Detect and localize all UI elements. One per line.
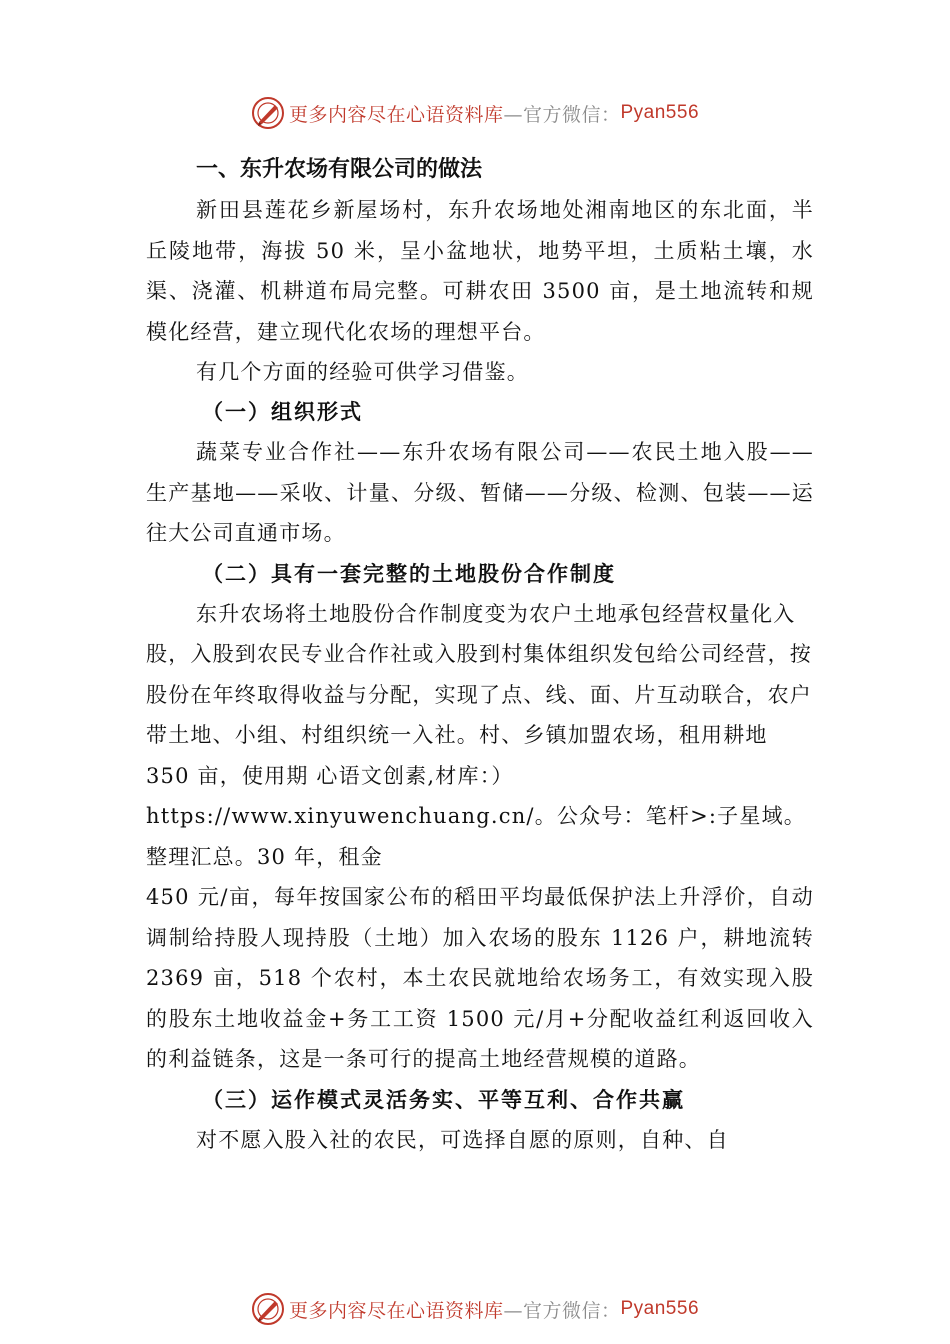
subheading-organization: （一）组织形式: [202, 400, 363, 424]
operation-paragraph: 对不愿入股入社的农民，可选择自愿的原则，自种、自: [196, 1127, 729, 1152]
footer-banner-main: 更多内容尽在心语资料库: [288, 1299, 504, 1322]
footer-banner-id: Pyan556: [620, 1298, 700, 1319]
section-heading: 一、东升农场有限公司的做法: [196, 157, 483, 182]
header-banner-sep: —官方微信：: [503, 103, 621, 126]
header-banner-main: 更多内容尽在心语资料库: [288, 103, 504, 126]
document-body: [146, 150, 814, 1160]
subheading-operation-mode: （三）运作模式灵活务实、平等互利、合作共赢: [202, 1087, 685, 1112]
land-share-paragraph-a: 东升农场将土地股份合作制度变为农户土地承包经营权量化入股，入股到农民专业合作社或入股到村集体组织发包给公司经营，按股份在年终取得收益与分配，实现了点、线、面、片互动联合，农户带土地、小组、村组织统一入社。村、乡镇加盟农场，租用耕地 350 亩，使用期 心语文创素,材库：）https://www.xinyuwenchuang.cn/。公众号：笔杆>:子星域。整理汇总。30 年，租金: [146, 601, 812, 869]
subheading-land-share-system: （二）具有一套完整的土地股份合作制度: [202, 561, 616, 586]
intro-paragraph: 新田县莲花乡新屋场村，东升农场地处湘南地区的东北面，半丘陵地带，海拔 50 米，呈小盆地状，地势平坦，土质粘土壤，水渠、浇灌、机耕道布局完整。可耕农田 3500 亩，是土地流转和规模化经营，建立现代化农场的理想平台。: [146, 198, 814, 344]
pen-logo-icon: [251, 1292, 285, 1326]
footer-banner: [0, 1292, 950, 1326]
header-banner-id: Pyan556: [620, 102, 700, 123]
footer-banner-sep: —官方微信：: [503, 1299, 621, 1322]
organization-paragraph: 蔬菜专业合作社——东升农场有限公司——农民土地入股——生产基地——采收、计量、分级、暂储——分级、检测、包装——运往大公司直通市场。: [146, 440, 814, 545]
land-share-paragraph-b: 450 元/亩，每年按国家公布的稻田平均最低保护法上升浮价，自动调制给持股人现持股（土地）加入农场的股东 1126 户，耕地流转 2369 亩，518 个农村，本土农民就地给农场务工，有效实现入股的股东土地收益金+务工工资 1500 元/月+分配收益红利返回收入的利益链条，这是一条可行的提高土地经营规模的道路。: [146, 885, 814, 1071]
pen-logo-icon: [251, 96, 285, 130]
header-banner: [0, 96, 950, 130]
lead-sentence: 有几个方面的经验可供学习借鉴。: [196, 360, 529, 384]
